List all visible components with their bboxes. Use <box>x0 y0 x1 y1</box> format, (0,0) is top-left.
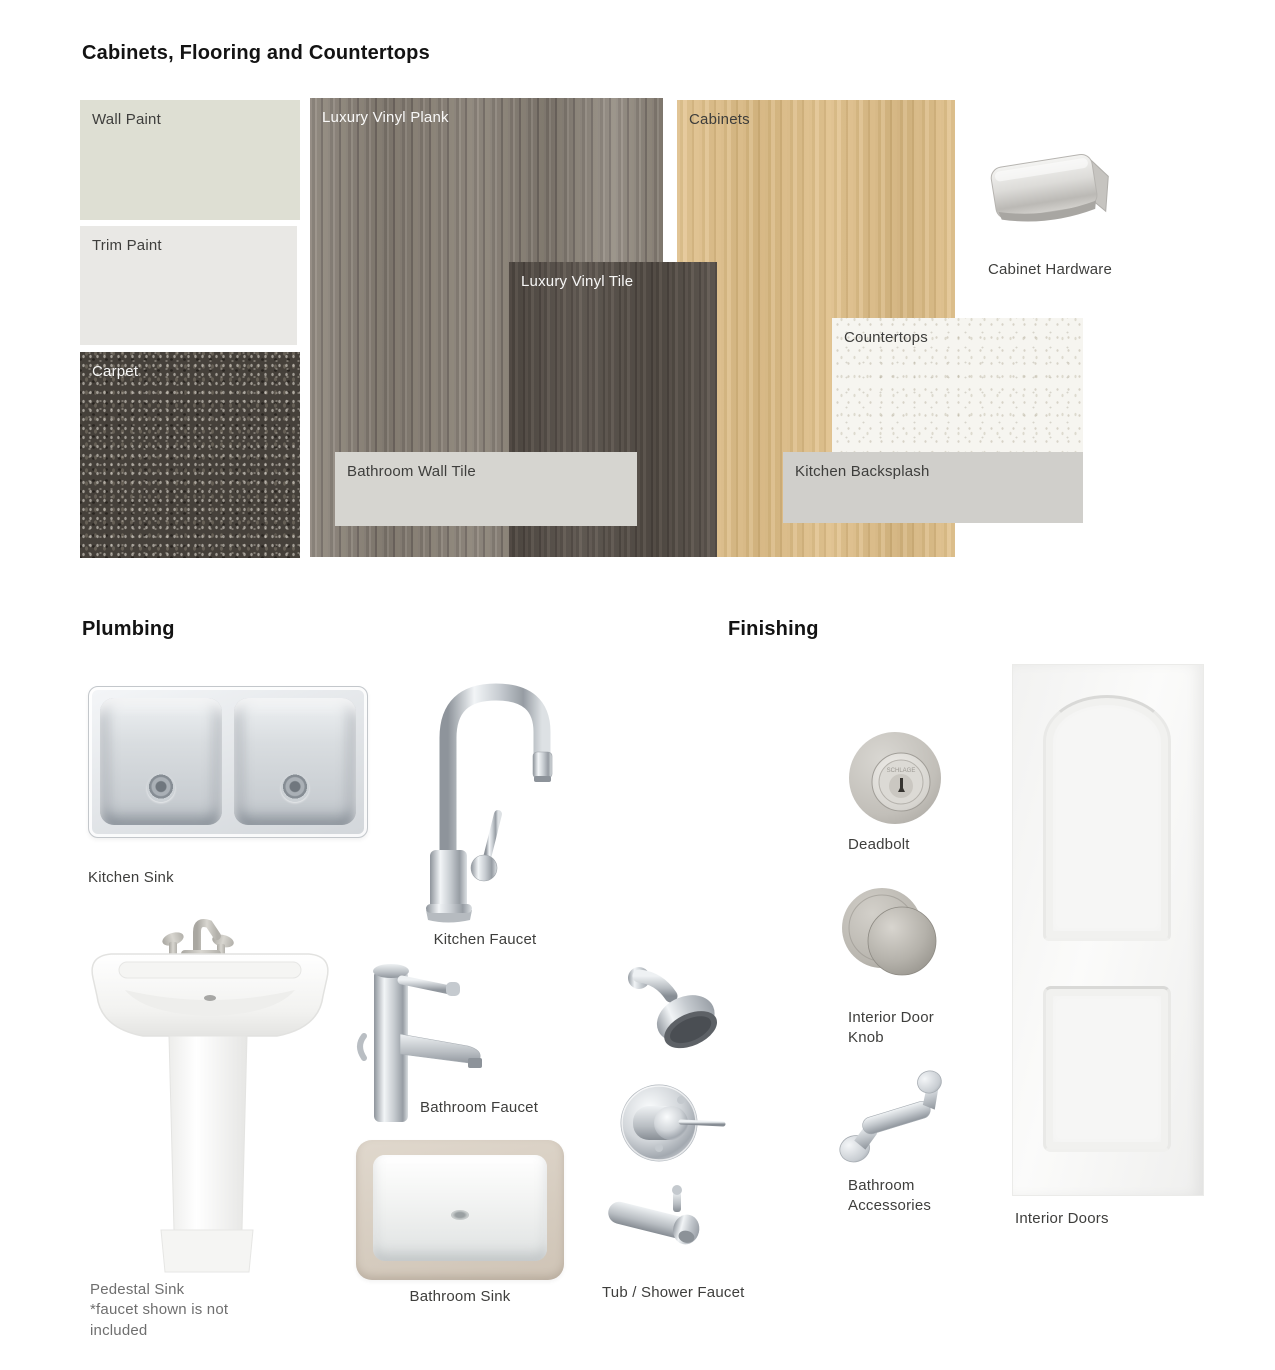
wall-paint-swatch <box>80 100 300 220</box>
trim-paint-label: Trim Paint <box>92 237 162 254</box>
countertops-swatch <box>832 318 1083 452</box>
deadbolt-image <box>843 730 955 830</box>
bathroom-sink-image <box>356 1140 564 1280</box>
interior-doors-label: Interior Doors <box>1015 1210 1109 1227</box>
carpet-swatch <box>80 352 300 558</box>
interior-door-knob-label: Interior Door Knob <box>848 1009 934 1047</box>
finishing-section-title: Finishing <box>728 618 819 640</box>
deadbolt-label: Deadbolt <box>848 836 910 853</box>
pedestal-sink-caption <box>90 1280 240 1341</box>
kitchen-faucet-image <box>400 664 570 926</box>
cabinet-hardware-image <box>978 138 1118 246</box>
interior-doors-image <box>1012 664 1204 1196</box>
carpet-label: Carpet <box>92 363 139 380</box>
pedestal-sink-note: *faucet shown is not included <box>90 1301 229 1339</box>
trim-paint-swatch <box>80 226 297 345</box>
cabinets-label: Cabinets <box>689 111 750 128</box>
bathroom-accessories-image <box>828 1068 960 1166</box>
bathroom-wall-tile-label: Bathroom Wall Tile <box>347 463 476 480</box>
svg-text:SCHLAGE: SCHLAGE <box>886 768 916 774</box>
wall-paint-label: Wall Paint <box>92 111 161 128</box>
luxury-vinyl-tile-label: Luxury Vinyl Tile <box>521 273 634 290</box>
kitchen-sink-image <box>88 686 368 838</box>
kitchen-sink-label: Kitchen Sink <box>88 869 174 886</box>
luxury-vinyl-plank-label: Luxury Vinyl Plank <box>322 109 449 126</box>
pedestal-sink-label: Pedestal Sink <box>90 1281 185 1298</box>
plumbing-section-title: Plumbing <box>82 618 175 640</box>
bathroom-sink-label: Bathroom Sink <box>409 1288 511 1305</box>
kitchen-backsplash-swatch <box>783 452 1083 523</box>
kitchen-backsplash-label: Kitchen Backsplash <box>795 463 930 480</box>
materials-section-title: Cabinets, Flooring and Countertops <box>82 42 430 64</box>
bathroom-accessories-label: Bathroom Accessories <box>848 1177 932 1215</box>
pedestal-sink-image <box>85 898 335 1286</box>
bathroom-wall-tile-swatch <box>335 452 637 526</box>
kitchen-faucet-label: Kitchen Faucet <box>433 931 537 948</box>
tub-shower-faucet-image <box>597 960 737 1260</box>
cabinet-hardware-label: Cabinet Hardware <box>987 261 1113 278</box>
countertops-label: Countertops <box>844 329 928 346</box>
tub-shower-faucet-label: Tub / Shower Faucet <box>602 1284 745 1301</box>
interior-door-knob-image <box>840 884 946 990</box>
bathroom-faucet-label: Bathroom Faucet <box>420 1099 539 1116</box>
